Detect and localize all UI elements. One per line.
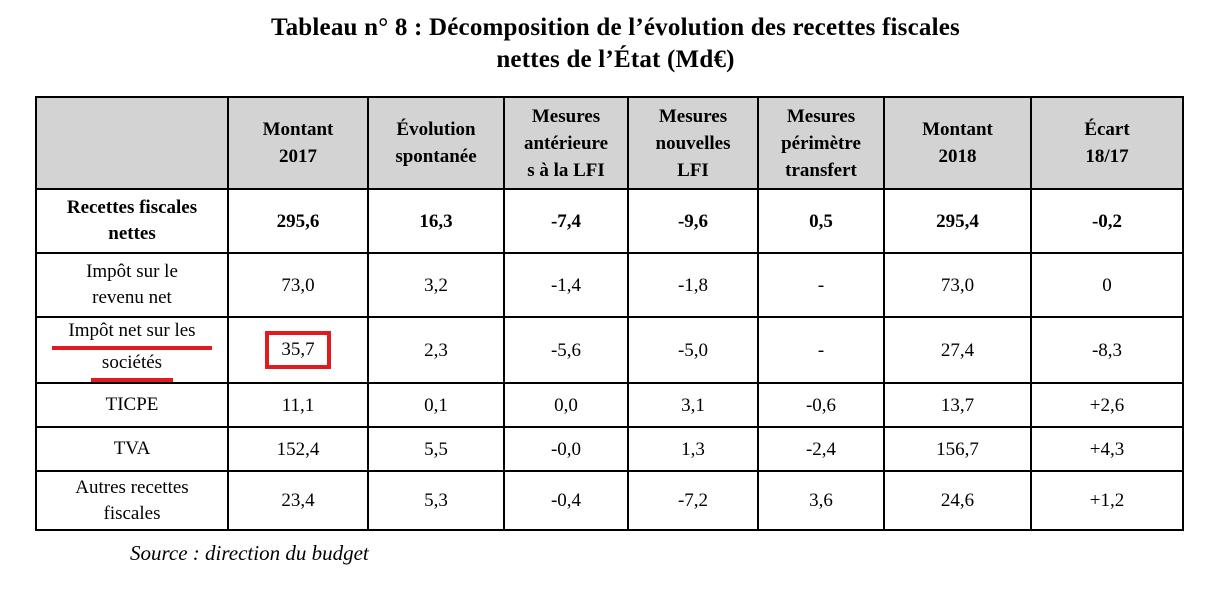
annotation-underline: Impôt net sur les: [52, 318, 211, 350]
cell: +2,6: [1031, 383, 1183, 427]
cell: +1,2: [1031, 471, 1183, 530]
cell: +4,3: [1031, 427, 1183, 471]
row-label-line: [39, 350, 225, 382]
cell: -: [758, 317, 884, 383]
row-label-line: Autres recettes: [75, 476, 189, 498]
header-line: Mesures: [531, 105, 601, 127]
cell: 5,3: [368, 471, 504, 530]
cell: 152,4: [228, 427, 368, 471]
cell: 156,7: [884, 427, 1031, 471]
column-header-mesures-nouvelles-lfi: [628, 97, 758, 189]
cell: -0,4: [504, 471, 628, 530]
row-label-line: TVA: [113, 438, 151, 459]
cell: -0,2: [1031, 189, 1183, 253]
row-label: [36, 383, 228, 427]
row-label: [36, 189, 228, 253]
table-title: [0, 12, 1231, 76]
cell: 295,4: [884, 189, 1031, 253]
cell: 3,6: [758, 471, 884, 530]
cell: 13,7: [884, 383, 1031, 427]
header-line: périmètre: [781, 132, 861, 154]
table-title-line2: nettes de l’État (Md€): [496, 46, 735, 73]
cell: -8,3: [1031, 317, 1183, 383]
cell: -1,4: [504, 253, 628, 317]
cell: -: [758, 253, 884, 317]
column-header-mesures-perimetre-transfert: [758, 97, 884, 189]
column-header-evolution-spontanee: [368, 97, 504, 189]
fiscal-revenue-table: [35, 96, 1184, 531]
table-title-line1: Tableau n° 8 : Décomposition de l’évolution des recettes fiscales: [271, 14, 960, 41]
row-label: [36, 253, 228, 317]
header-line: 2018: [938, 146, 977, 167]
source-note: Source : direction du budget: [130, 541, 369, 565]
header-line: Mesures: [658, 105, 728, 127]
row-label-line: fiscales: [103, 502, 161, 524]
header-line: Montant: [262, 119, 334, 140]
cell: 3,2: [368, 253, 504, 317]
header-line: nouvelles: [655, 132, 731, 154]
header-line: LFI: [677, 159, 709, 181]
header-line: Évolution: [396, 119, 476, 140]
cell: -1,8: [628, 253, 758, 317]
column-header-montant-2018: [884, 97, 1031, 189]
row-label-line: nettes: [108, 223, 156, 244]
table-row: [36, 317, 1183, 383]
cell: 27,4: [884, 317, 1031, 383]
table-row: [36, 471, 1183, 530]
cell: 1,3: [628, 427, 758, 471]
cell: 0,0: [504, 383, 628, 427]
header-line: Mesures: [786, 105, 856, 127]
header-row: [36, 97, 1183, 189]
row-label: [36, 471, 228, 530]
cell: 11,1: [228, 383, 368, 427]
cell: -2,4: [758, 427, 884, 471]
cell: 3,1: [628, 383, 758, 427]
row-label: [36, 427, 228, 471]
cell: 24,6: [884, 471, 1031, 530]
table-row: [36, 253, 1183, 317]
column-header-ecart-18-17: [1031, 97, 1183, 189]
cell: 73,0: [884, 253, 1031, 317]
row-label-line: TICPE: [105, 394, 159, 415]
header-line: transfert: [785, 159, 857, 181]
header-line: 2017: [279, 146, 317, 167]
cell: 5,5: [368, 427, 504, 471]
header-line: antérieure: [523, 132, 609, 154]
table-row: [36, 383, 1183, 427]
row-label-line: Recettes fiscales: [66, 197, 198, 218]
table-row: [36, 189, 1183, 253]
cell: 0: [1031, 253, 1183, 317]
cell: -5,6: [504, 317, 628, 383]
cell: 16,3: [368, 189, 504, 253]
row-label-line: Impôt sur le: [86, 261, 178, 282]
cell: 23,4: [228, 471, 368, 530]
header-line: Écart: [1084, 119, 1130, 140]
header-line: s à la LFI: [527, 159, 605, 181]
column-header-mesures-anterieures-lfi: [504, 97, 628, 189]
cell: 73,0: [228, 253, 368, 317]
column-header-montant-2017: [228, 97, 368, 189]
cell: 295,6: [228, 189, 368, 253]
cell: -9,6: [628, 189, 758, 253]
table-row: [36, 427, 1183, 471]
cell: 0,5: [758, 189, 884, 253]
row-label-line: revenu net: [92, 287, 172, 308]
cell: -7,4: [504, 189, 628, 253]
row-label-line: [39, 318, 225, 350]
annotation-box: 35,7: [265, 331, 330, 369]
cell: 0,1: [368, 383, 504, 427]
cell: -5,0: [628, 317, 758, 383]
header-line: Montant: [922, 119, 993, 140]
header-line: 18/17: [1085, 146, 1129, 167]
cell: [228, 317, 368, 383]
cell: -7,2: [628, 471, 758, 530]
column-header-label: [36, 97, 228, 189]
cell: -0,0: [504, 427, 628, 471]
cell: 2,3: [368, 317, 504, 383]
header-line: spontanée: [395, 146, 477, 167]
row-label: [36, 317, 228, 383]
annotation-underline: sociétés: [91, 350, 173, 382]
cell: -0,6: [758, 383, 884, 427]
